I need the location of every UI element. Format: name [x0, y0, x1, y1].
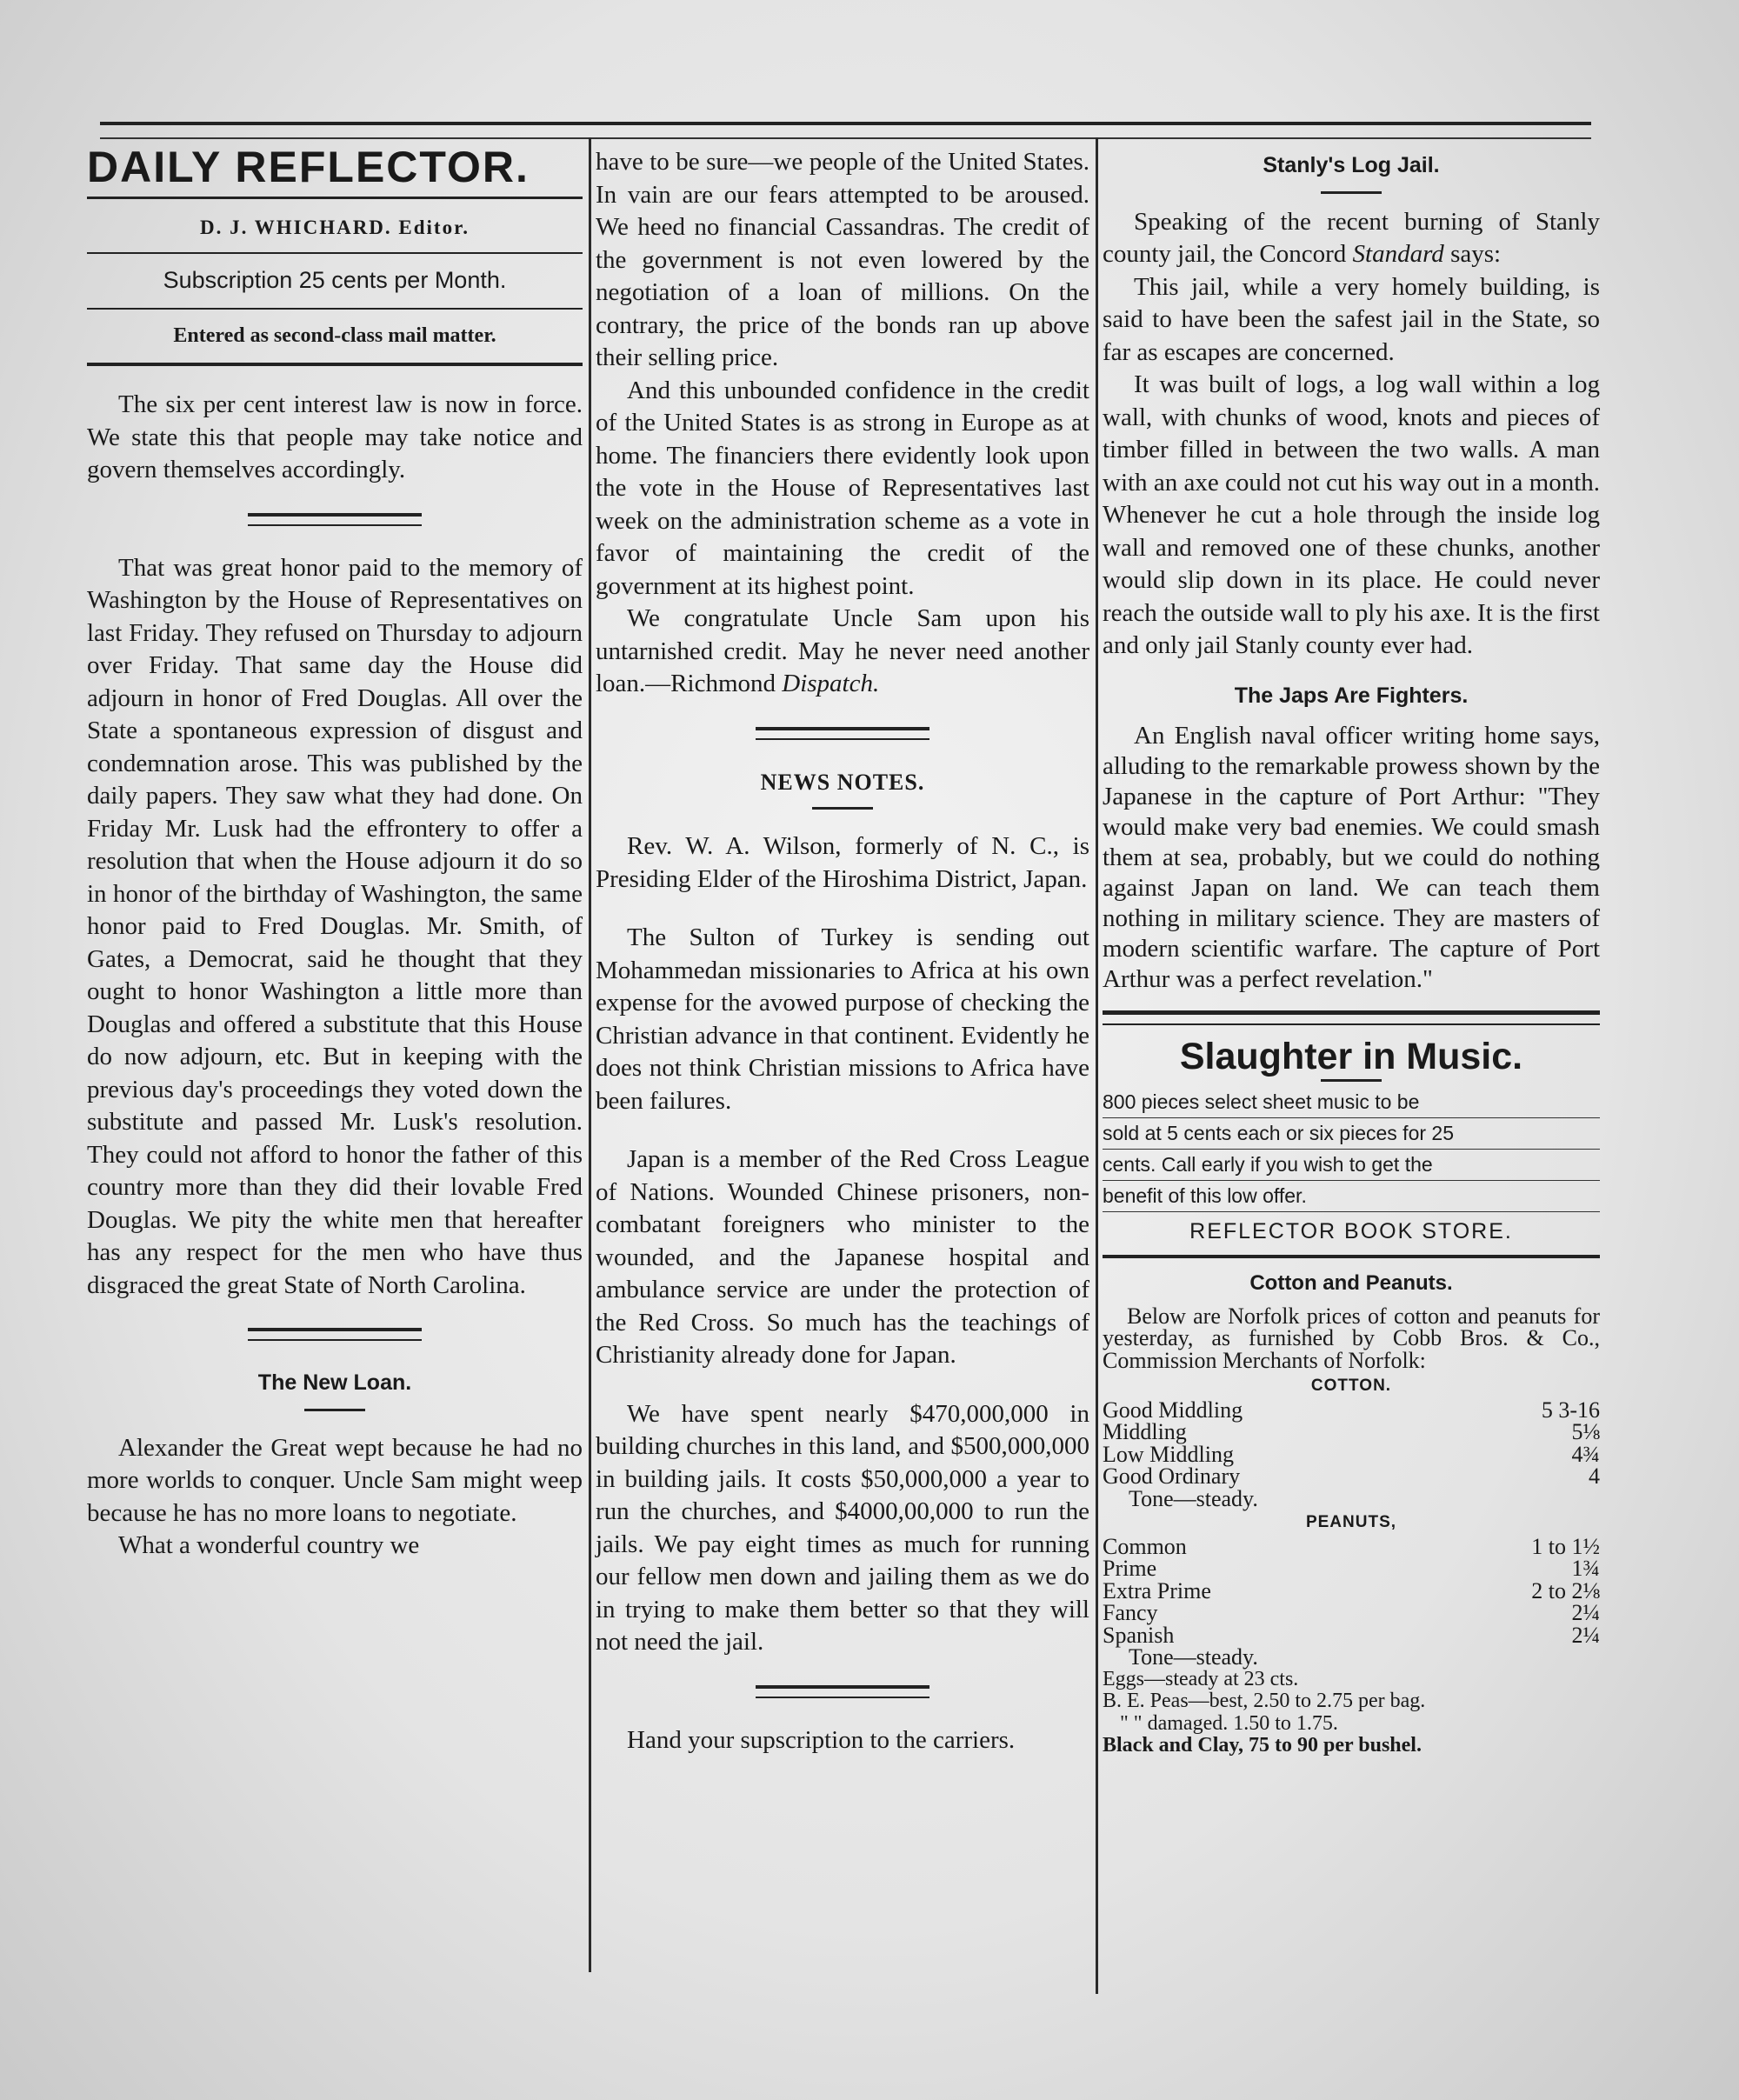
- log-jail-text-end: says:: [1443, 240, 1502, 268]
- price-name: Spanish: [1103, 1622, 1175, 1648]
- column-divider-1: [589, 137, 591, 1972]
- short-rule: [1321, 191, 1382, 194]
- short-rule: [812, 807, 873, 810]
- loan-continued-paragraph: have to be sure—we people of the United States. In vain are our fears attempted to be aroused. We heed no financial Cassandras. The credit of the government is not even lowered by the negotiation of a loan of millions. On the contrary, the price of the bonds ran up above their selling price.: [596, 148, 1089, 371]
- black-clay-line: Black and Clay, 75 to 90 per bushel.: [1103, 1734, 1422, 1757]
- japs-heading: The Japs Are Fighters.: [1234, 683, 1469, 708]
- price-value: 4¾: [1571, 1441, 1600, 1467]
- price-value: 5⅛: [1571, 1419, 1600, 1444]
- price-row: [1103, 1533, 1600, 1559]
- column-3: [1103, 146, 1600, 1757]
- price-name: Prime: [1103, 1556, 1157, 1581]
- section-rule: [756, 1685, 929, 1698]
- price-value: 1 to 1½: [1531, 1533, 1600, 1559]
- churches-jails-paragraph: We have spent nearly $470,000,000 in building churches in this land, and $500,000,000 in building jails. It costs $50,000,000 a year to run the churches, and $4000,00,000 to run the jails. We pay eight times as much for running our fellow men down and jailing them as we do in trying to make them better so that they will not need the jail.: [596, 1399, 1089, 1656]
- market-report: [1103, 1305, 1600, 1757]
- short-rule: [304, 1409, 365, 1411]
- column-divider-2: [1096, 137, 1098, 1994]
- top-rule: [100, 122, 1591, 139]
- japan-red-cross-paragraph: Japan is a member of the Red Cross League of Nations. Wounded Chinese prisoners, non-combatant foreigners who minister to the wounded, and the Japanese hospital and ambulance service are under the protection of the Red Cross. So much has the teachings of Christianity already done for Japan.: [596, 1145, 1089, 1369]
- wilson-paragraph: Rev. W. A. Wilson, formerly of N. C., is Presiding Elder of the Hiroshima District, Japan.: [596, 832, 1089, 893]
- column-2: [596, 146, 1089, 1783]
- music-ad-line: sold at 5 cents each or six pieces for 25: [1103, 1118, 1600, 1150]
- section-rule: [248, 1328, 422, 1341]
- section-rule-thick: [1103, 1010, 1600, 1025]
- interest-law-paragraph: The six per cent interest law is now in force. We state this that people may take notice and govern themselves accordingly.: [87, 390, 583, 483]
- price-value: 2¼: [1571, 1600, 1600, 1625]
- slaughter-music-heading: Slaughter in Music.: [1179, 1036, 1523, 1077]
- price-value: 2 to 2⅛: [1531, 1577, 1600, 1603]
- entered-notice: Entered as second-class mail matter.: [87, 308, 583, 367]
- log-jail-heading: Stanly's Log Jail.: [1263, 153, 1440, 177]
- news-notes-heading: NEWS NOTES.: [760, 769, 925, 795]
- price-row: [1103, 1443, 1600, 1466]
- log-jail-paragraph-1: [1103, 206, 1600, 271]
- peanut-subheading: PEANUTS,: [1305, 1513, 1397, 1531]
- price-name: Middling: [1103, 1419, 1187, 1444]
- market-intro: Below are Norfolk prices of cotton and peanuts for yesterday, as furnished by Cobb Bros. & Co., Commission Merchants of Norfolk:: [1103, 1303, 1600, 1373]
- masthead-title: DAILY REFLECTOR.: [87, 143, 530, 191]
- new-loan-paragraph-1: Alexander the Great wept because he had no more worlds to conquer. Uncle Sam might weep because he has no more loans to negotiate.: [87, 1433, 583, 1527]
- section-rule: [756, 727, 929, 740]
- price-value: 4: [1589, 1463, 1600, 1489]
- source-dispatch: Dispatch.: [782, 670, 880, 697]
- price-value: 5 3-16: [1541, 1397, 1600, 1423]
- price-row: [1103, 1557, 1600, 1580]
- price-value: 2¼: [1571, 1622, 1600, 1648]
- price-row: [1103, 1421, 1600, 1443]
- column-1: [87, 143, 583, 1589]
- log-jail-paragraph-2: This jail, while a very homely building, is said to have been the safest jail in the State, so far as escapes are concerned.: [1103, 272, 1600, 366]
- price-name: Good Middling: [1103, 1397, 1243, 1423]
- book-store-name: REFLECTOR BOOK STORE.: [1103, 1216, 1600, 1259]
- japs-paragraph: An English naval officer writing home says, alluding to the remarkable prowess shown by the Japanese in the capture of Port Arthur: "They would make very bad enemies. We could smash them at sea, probably, but we could do nothing against Japan on land. We can teach them nothing in military science. They are masters of modern scientific warfare. The capture of Port Arthur was a perfect revelation.": [1103, 722, 1600, 993]
- price-row: [1103, 1399, 1600, 1422]
- cotton-peanuts-heading: Cotton and Peanuts.: [1249, 1271, 1453, 1295]
- new-loan-heading: The New Loan.: [257, 1370, 412, 1395]
- price-name: Common: [1103, 1533, 1187, 1559]
- price-row: [1103, 1602, 1600, 1624]
- price-row: [1103, 1465, 1600, 1488]
- washington-paragraph: That was great honor paid to the memory of Washington by the House of Representatives on last Friday. They refused on Thursday to adjourn over Friday. That same day the House did adjourn in honor of Fred Douglas. All over the State a spontaneous expression of disgust and condemnation arose. This was published by the daily papers. They saw what they had done. On Friday Mr. Lusk had the effrontery to offer a resolution that when the House adjourn it do so in honor of the birthday of Washington, the same honor paid to Fred Douglas. Mr. Smith, of Gates, a Democrat, said he thought that they ought to honor Washington a little more than Douglas and offered a substitute that this House do now adjourn, etc. But in keeping with the previous day's proceedings they voted down the substitute and passed Mr. Lusk's resolution. They could not afford to honor the father of this country more than they did their lovable Fred Douglas. We pity the white men that hereafter has any respect for the men who have thus disgraced the great State of North Carolina.: [87, 553, 583, 1299]
- peanut-tone: Tone—steady.: [1129, 1644, 1258, 1670]
- cotton-subheading: COTTON.: [1310, 1377, 1392, 1395]
- price-name: Low Middling: [1103, 1441, 1234, 1467]
- log-jail-text: Speaking of the recent burning of Stanly county jail, the Concord: [1103, 207, 1600, 268]
- music-ad-line: 800 pieces select sheet music to be: [1103, 1087, 1600, 1118]
- price-row: [1103, 1624, 1600, 1647]
- section-rule: [248, 513, 422, 526]
- new-loan-paragraph-2: What a wonderful country we: [118, 1531, 420, 1559]
- editor-line: D. J. WHICHARD. Editor.: [87, 197, 583, 253]
- price-name: Fancy: [1103, 1600, 1158, 1625]
- cotton-tone: Tone—steady.: [1129, 1485, 1258, 1511]
- sultan-paragraph: The Sulton of Turkey is sending out Mohammedan missionaries to Africa at his own expense for the avowed purpose of checking the Christian advance in that continent. Evidently he does not think Christian missions to Africa have been failures.: [596, 923, 1089, 1115]
- eggs-line: Eggs—steady at 23 cts.: [1103, 1667, 1299, 1690]
- peas-line: B. E. Peas—best, 2.50 to 2.75 per bag.: [1103, 1690, 1426, 1712]
- music-ad-line: benefit of this low offer.: [1103, 1181, 1600, 1212]
- music-ad-line: cents. Call early if you wish to get the: [1103, 1150, 1600, 1181]
- price-name: Good Ordinary: [1103, 1463, 1241, 1489]
- source-standard: Standard: [1352, 240, 1444, 268]
- congratulate-text: We congratulate Uncle Sam upon his untarnished credit. May he never need another loan.—Richmond: [596, 604, 1089, 697]
- congratulate-paragraph: [596, 603, 1089, 701]
- music-ad: [1103, 1087, 1600, 1212]
- peas-damaged-line: " " damaged. 1.50 to 1.75.: [1120, 1711, 1338, 1735]
- subscription-line: Subscription 25 cents per Month.: [87, 252, 583, 308]
- log-jail-paragraph-3: It was built of logs, a log wall within a log wall, with chunks of wood, knots and pieces of timber filled in between the two walls. A man with an axe could not cut his way out in a month. Whenever he cut a hole through the inside log wall and removed one of these chunks, another would slip down in its place. He could never reach the outside wall to ply his axe. It is the first and only jail Stanly county ever had.: [1103, 370, 1600, 659]
- price-name: Extra Prime: [1103, 1577, 1211, 1603]
- short-rule: [1321, 1079, 1382, 1082]
- price-row: [1103, 1577, 1600, 1603]
- price-value: 1¾: [1571, 1556, 1600, 1581]
- confidence-paragraph: And this unbounded confidence in the credit of the United States is as strong in Europe as at home. The financiers there evidently look upon the vote in the House of Representatives last week on the administration scheme as a vote in favor of maintaining the credit of the government at its highest point.: [596, 376, 1089, 600]
- subscription-reminder: Hand your supscription to the carriers.: [627, 1725, 1016, 1754]
